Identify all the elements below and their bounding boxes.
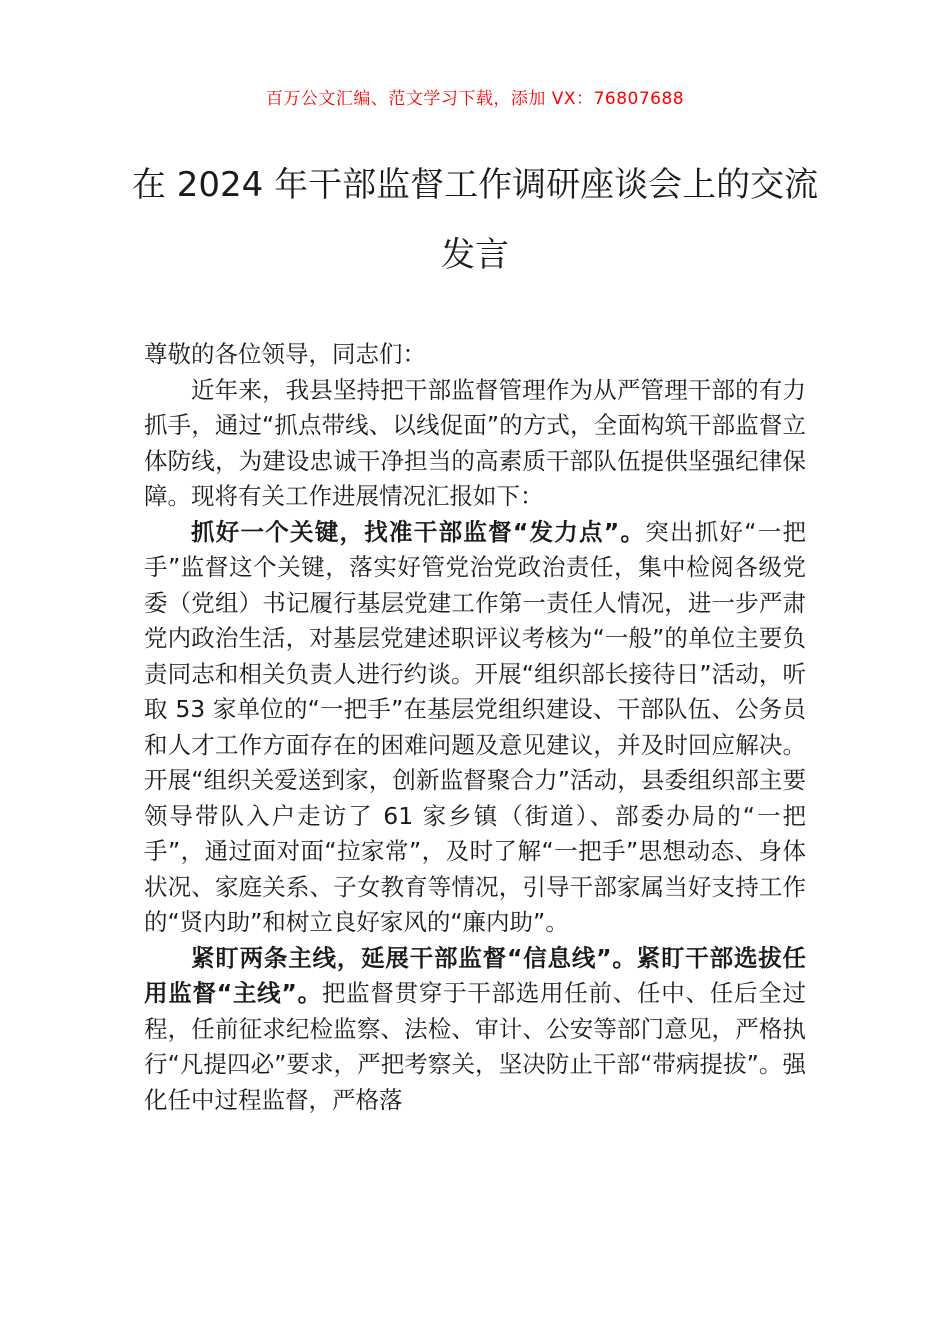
intro-paragraph: 近年来，我县坚持把干部监督管理作为从严管理干部的有力抓手，通过“抓点带线、以线促面”的方式，全面构筑干部监督立体防线，为建设忠诚干净担当的高素质干部队伍提供坚强纪律保障。现将有关工作进展情况汇报如下： [144,375,806,510]
section-1-text: 突出抓好“一把手”监督这个关键，落实好管党治党政治责任，集中检阅各级党委（党组）书记履行基层党建工作第一责任人情况，进一步严肃党内政治生活，对基层党建述职评议考核为“一般”的单位主要负责同志和相关负责人进行约谈。开展“组织部长接待日”活动，听取 53 家单位的“一把手”在基层党组织建设、干部队伍、公务员和人才工作方面存在的困难问题及意见建议，并及时回应解决。开展“组织关爱送到家，创新监督聚合力”活动，县委组织部主要领导带队入户走访了 61 家乡镇（街道）、部委办局的“一把手”，通过面对面“拉家常”，及时了解“一把手”思想动态、身体状况、家庭关系、子女教育等情况，引导干部家属当好支持工作的“贤内助”和树立良好家风的“廉内助”。 [144,517,806,936]
document-body [144,337,806,1118]
header-note: 百万公文汇编、范文学习下载，添加 VX：76807688 [265,89,685,109]
section-1-heading: 抓好一个关键，找准干部监督“发力点”。 [191,517,646,546]
salutation: 尊敬的各位领导，同志们： [144,340,426,368]
document-title: 在 2024 年干部监督工作调研座谈会上的交流发言 [131,165,819,275]
section-1-paragraph [144,515,806,941]
section-2-text: 把监督贯穿于干部选用任前、任中、任后全过程，任前征求纪检监察、法检、审计、公安等部门意见，严格执行“凡提四必”要求，严把考察关，坚决防止干部“带病提拔”。强化任中过程监督，严格落 [144,979,807,1114]
section-2-paragraph [144,941,806,1119]
section-2-heading: 紧盯两条主线，延展干部监督“信息线”。紧盯干部选拔任用监督“主线”。 [144,943,806,1007]
